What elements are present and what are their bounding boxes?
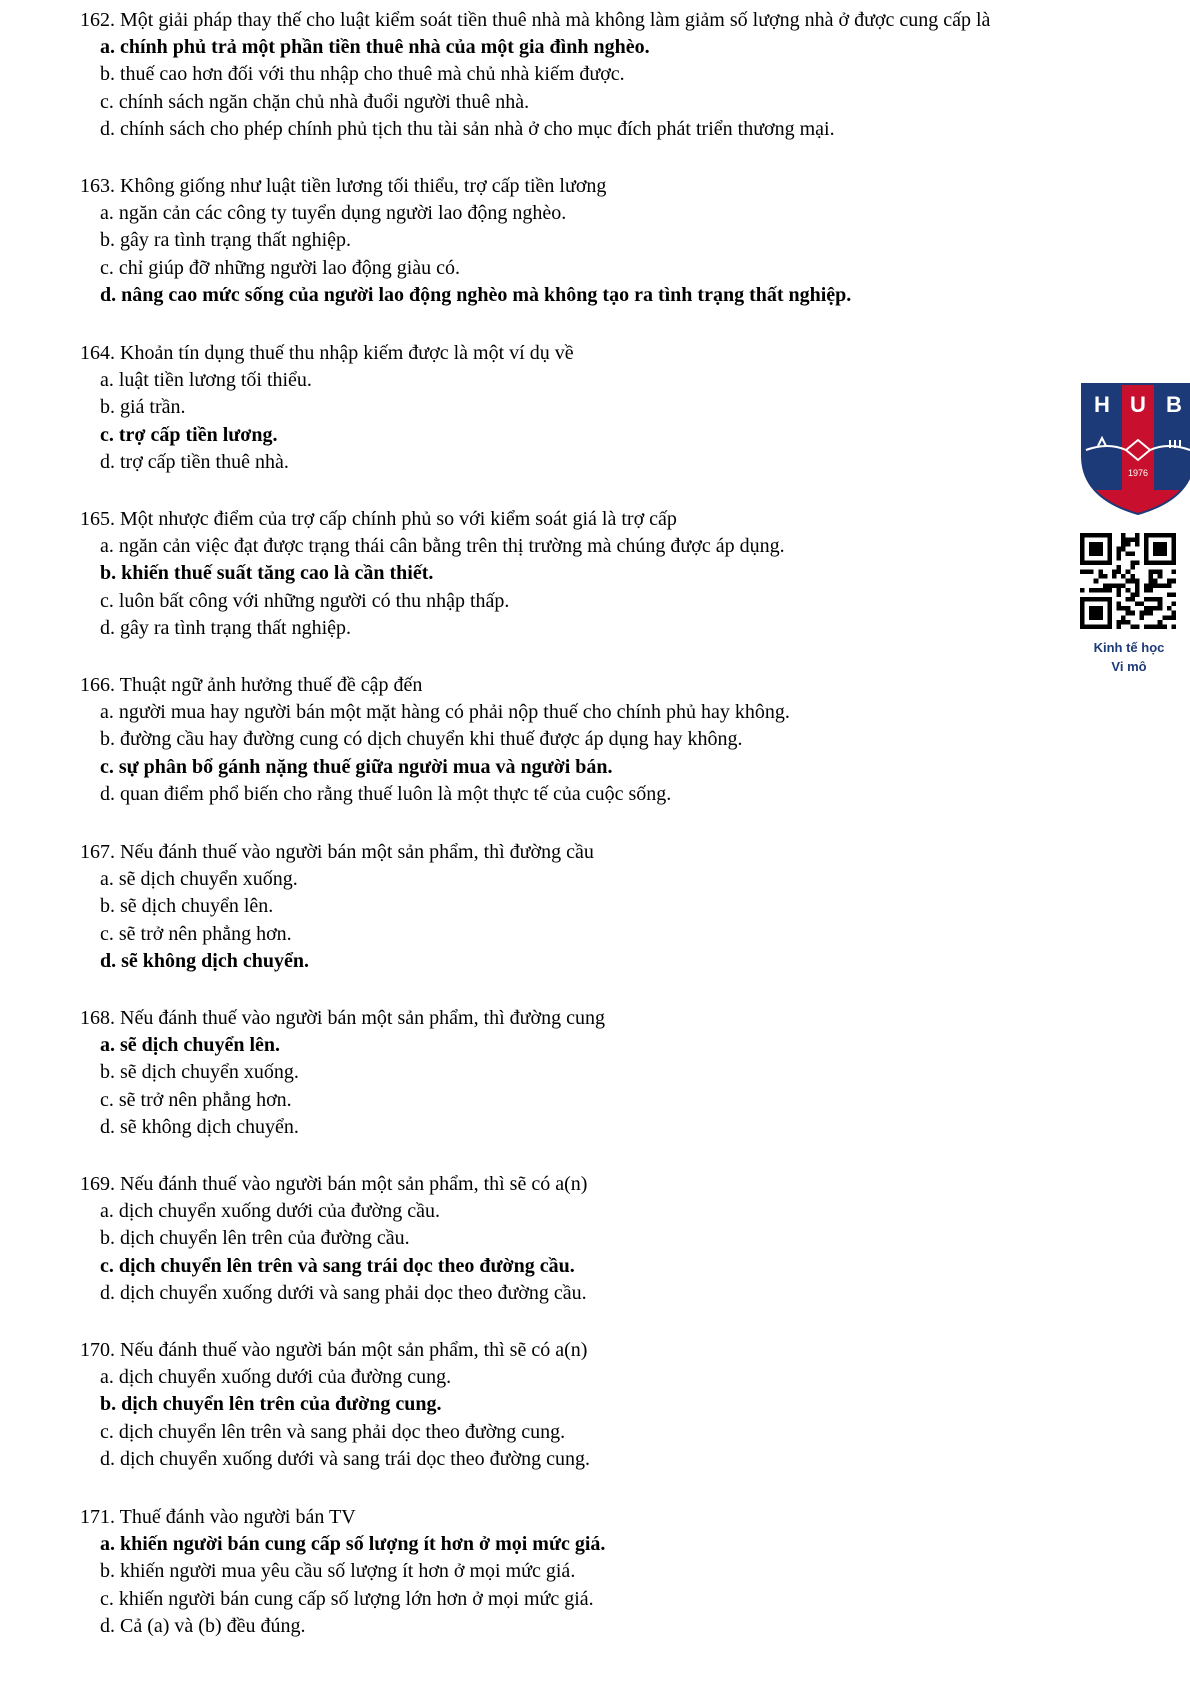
- option-c: c. chỉ giúp đỡ những người lao động giàu có.: [100, 256, 460, 279]
- logo-letter-b: B: [1166, 392, 1182, 417]
- qr-module: [1171, 615, 1176, 620]
- question-162: [80, 6, 1120, 144]
- qr-module: [1094, 560, 1099, 565]
- qr-module: [1112, 570, 1117, 575]
- qr-module: [1144, 611, 1149, 616]
- qr-module: [1135, 538, 1140, 543]
- qr-module: [1171, 533, 1176, 538]
- option-b: b. giá trần.: [100, 396, 186, 419]
- qr-module: [1117, 583, 1122, 588]
- qr-module: [1089, 606, 1094, 611]
- question-stem: 166. Thuật ngữ ảnh hưởng thuế đề cập đến: [80, 674, 423, 696]
- qr-module: [1107, 560, 1112, 565]
- qr-module: [1139, 611, 1144, 616]
- qr-module: [1080, 570, 1085, 575]
- qr-module: [1171, 570, 1176, 575]
- qr-module: [1144, 588, 1149, 593]
- option-a: a. dịch chuyển xuống dưới của đường cầu.: [100, 1200, 440, 1222]
- logo-letter-h: H: [1094, 392, 1110, 417]
- qr-module: [1085, 533, 1090, 538]
- option-a: a. ngăn cản các công ty tuyển dụng người lao động nghèo.: [100, 202, 567, 224]
- qr-module: [1167, 583, 1172, 588]
- qr-module: [1171, 579, 1176, 584]
- qr-module: [1089, 611, 1094, 616]
- brand-line-2: Vi mô: [1111, 659, 1147, 674]
- qr-module: [1126, 588, 1131, 593]
- question-171: [80, 1503, 1120, 1641]
- qr-module: [1158, 597, 1163, 602]
- option-d: d. Cả (a) và (b) đều đúng.: [100, 1615, 306, 1638]
- qr-module: [1162, 624, 1167, 629]
- qr-module: [1094, 533, 1099, 538]
- qr-module: [1135, 542, 1140, 547]
- qr-module: [1167, 615, 1172, 620]
- qr-module: [1149, 533, 1154, 538]
- qr-module: [1144, 538, 1149, 543]
- course-brand: [1064, 638, 1190, 676]
- option-b: b. gây ra tình trạng thất nghiệp.: [100, 229, 352, 252]
- option-a: a. ngăn cản việc đạt được trạng thái cân bằng trên thị trường mà chúng được áp dụng.: [100, 535, 785, 557]
- qr-module: [1080, 547, 1085, 552]
- qr-module: [1080, 606, 1085, 611]
- qr-module: [1103, 574, 1108, 579]
- qr-module: [1098, 574, 1103, 579]
- qr-module: [1149, 579, 1154, 584]
- qr-module: [1130, 574, 1135, 579]
- question-164: [80, 339, 1120, 477]
- option-a: a. sẽ dịch chuyển xuống.: [100, 868, 298, 890]
- option-d: d. gây ra tình trạng thất nghiệp.: [100, 617, 352, 640]
- qr-module: [1089, 615, 1094, 620]
- qr-module: [1117, 624, 1122, 629]
- qr-module: [1112, 583, 1117, 588]
- logo-year: 1976: [1127, 468, 1149, 478]
- qr-module: [1107, 538, 1112, 543]
- qr-module: [1153, 533, 1158, 538]
- qr-module: [1080, 615, 1085, 620]
- qr-module: [1135, 560, 1140, 565]
- question-stem: 165. Một nhược điểm của trợ cấp chính phủ so với kiểm soát giá là trợ cấp: [80, 508, 677, 530]
- option-c: c. dịch chuyển lên trên và sang phải dọc theo đường cung.: [100, 1420, 566, 1443]
- qr-module: [1121, 533, 1126, 538]
- option-d: d. trợ cấp tiền thuê nhà.: [100, 451, 289, 474]
- qr-module: [1107, 597, 1112, 602]
- qr-module: [1135, 592, 1140, 597]
- qr-module: [1144, 606, 1149, 611]
- question-stem: 171. Thuế đánh vào người bán TV: [80, 1506, 356, 1528]
- qr-module: [1158, 620, 1163, 625]
- qr-module: [1089, 551, 1094, 556]
- qr-module: [1130, 592, 1135, 597]
- option-a: a. dịch chuyển xuống dưới của đường cung.: [100, 1366, 452, 1388]
- qr-module: [1107, 624, 1112, 629]
- qr-module: [1107, 611, 1112, 616]
- qr-module: [1167, 560, 1172, 565]
- qr-module: [1149, 624, 1154, 629]
- option-c: c. khiến người bán cung cấp số lượng lớn hơn ở mọi mức giá.: [100, 1587, 594, 1610]
- qr-module: [1103, 624, 1108, 629]
- qr-module: [1162, 533, 1167, 538]
- qr-module: [1153, 570, 1158, 575]
- qr-module: [1153, 606, 1158, 611]
- qr-module: [1171, 560, 1176, 565]
- qr-module: [1167, 579, 1172, 584]
- qr-module: [1171, 538, 1176, 543]
- qr-module: [1089, 570, 1094, 575]
- qr-module: [1158, 560, 1163, 565]
- qr-module: [1135, 588, 1140, 593]
- qr-module: [1085, 624, 1090, 629]
- qr-module: [1080, 611, 1085, 616]
- qr-module: [1144, 551, 1149, 556]
- question-stem: 162. Một giải pháp thay thế cho luật kiểm soát tiền thuê nhà mà không làm giảm số lượng nhà ở được cung cấp là: [80, 9, 991, 31]
- qr-module: [1098, 551, 1103, 556]
- qr-module: [1094, 624, 1099, 629]
- option-d: d. quan điểm phổ biến cho rằng thuế luôn là một thực tế của cuộc sống.: [100, 783, 672, 806]
- qr-module: [1153, 579, 1158, 584]
- option-c: c. chính sách ngăn chặn chủ nhà đuổi người thuê nhà.: [100, 90, 530, 113]
- qr-module: [1130, 538, 1135, 543]
- qr-module: [1117, 592, 1122, 597]
- option-c: c. sẽ trở nên phẳng hơn.: [100, 1088, 292, 1111]
- qr-module: [1121, 547, 1126, 552]
- qr-module: [1130, 560, 1135, 565]
- logo-letter-u: U: [1130, 392, 1146, 417]
- qr-module: [1103, 583, 1108, 588]
- qr-module: [1085, 597, 1090, 602]
- qr-module: [1135, 583, 1140, 588]
- qr-module: [1094, 547, 1099, 552]
- qr-module: [1126, 542, 1131, 547]
- question-166: [80, 671, 1120, 809]
- qr-module: [1149, 606, 1154, 611]
- option-d: d. dịch chuyển xuống dưới và sang phải dọc theo đường cầu.: [100, 1282, 587, 1305]
- qr-module: [1089, 588, 1094, 593]
- qr-module: [1107, 606, 1112, 611]
- qr-module: [1153, 560, 1158, 565]
- option-b: b. khiến thuế suất tăng cao là cần thiết.: [100, 562, 434, 585]
- qr-module: [1094, 542, 1099, 547]
- question-stem: 167. Nếu đánh thuế vào người bán một sản phẩm, thì đường cầu: [80, 841, 594, 863]
- qr-module: [1098, 606, 1103, 611]
- qr-module: [1080, 624, 1085, 629]
- qr-module: [1162, 542, 1167, 547]
- qr-module: [1171, 611, 1176, 616]
- option-c: c. dịch chuyển lên trên và sang trái dọc theo đường cầu.: [100, 1254, 575, 1277]
- qr-module: [1085, 560, 1090, 565]
- qr-module: [1144, 583, 1149, 588]
- qr-module: [1098, 588, 1103, 593]
- qr-module: [1149, 597, 1154, 602]
- option-c: c. sự phân bổ gánh nặng thuế giữa người mua và người bán.: [100, 755, 613, 778]
- qr-module: [1144, 533, 1149, 538]
- qr-module: [1094, 606, 1099, 611]
- qr-module: [1135, 579, 1140, 584]
- question-stem: 163. Không giống như luật tiền lương tối thiểu, trợ cấp tiền lương: [80, 175, 607, 197]
- option-c: c. trợ cấp tiền lương.: [100, 423, 278, 446]
- qr-module: [1098, 547, 1103, 552]
- qr-module: [1171, 602, 1176, 607]
- qr-module: [1126, 620, 1131, 625]
- option-d: d. dịch chuyển xuống dưới và sang trái dọc theo đường cung.: [100, 1448, 590, 1471]
- qr-module: [1080, 620, 1085, 625]
- qr-module: [1103, 597, 1108, 602]
- option-a: a. luật tiền lương tối thiểu.: [100, 369, 312, 391]
- qr-module: [1167, 592, 1172, 597]
- question-167: [80, 838, 1120, 976]
- qr-module: [1171, 624, 1176, 629]
- qr-module: [1080, 538, 1085, 543]
- qr-module: [1153, 551, 1158, 556]
- qr-module: [1130, 624, 1135, 629]
- qr-module: [1130, 551, 1135, 556]
- qr-module: [1144, 542, 1149, 547]
- qr-module: [1126, 551, 1131, 556]
- qr-module: [1098, 624, 1103, 629]
- qr-module: [1126, 579, 1131, 584]
- qr-module: [1162, 583, 1167, 588]
- option-a: a. người mua hay người bán một mặt hàng có phải nộp thuế cho chính phủ hay không.: [100, 701, 790, 723]
- qr-module: [1117, 570, 1122, 575]
- qr-module: [1149, 560, 1154, 565]
- qr-module: [1107, 588, 1112, 593]
- option-a: a. sẽ dịch chuyển lên.: [100, 1034, 281, 1056]
- qr-module: [1126, 597, 1131, 602]
- qr-module: [1144, 547, 1149, 552]
- qr-module: [1089, 597, 1094, 602]
- qr-module: [1158, 551, 1163, 556]
- qr-module: [1130, 579, 1135, 584]
- qr-module: [1153, 542, 1158, 547]
- qr-module: [1121, 620, 1126, 625]
- qr-module: [1135, 602, 1140, 607]
- qr-module: [1117, 606, 1122, 611]
- option-b: b. sẽ dịch chuyển xuống.: [100, 1061, 299, 1084]
- qr-module: [1162, 547, 1167, 552]
- hub-logo: [1078, 378, 1190, 518]
- option-a: a. chính phủ trả một phần tiền thuê nhà của một gia đình nghèo.: [100, 36, 650, 58]
- qr-module: [1094, 597, 1099, 602]
- question-165: [80, 505, 1120, 643]
- option-d: d. nâng cao mức sống của người lao động nghèo mà không tạo ra tình trạng thất nghiệp.: [100, 284, 852, 307]
- qr-module: [1094, 615, 1099, 620]
- qr-module: [1126, 570, 1131, 575]
- qr-module: [1098, 542, 1103, 547]
- qr-module: [1126, 538, 1131, 543]
- qr-module: [1089, 542, 1094, 547]
- qr-module: [1171, 592, 1176, 597]
- qr-module: [1089, 560, 1094, 565]
- qr-module: [1158, 570, 1163, 575]
- question-169: [80, 1170, 1120, 1308]
- option-d: d. sẽ không dịch chuyển.: [100, 1116, 299, 1139]
- qr-module: [1158, 542, 1163, 547]
- qr-module: [1149, 588, 1154, 593]
- qr-module: [1089, 547, 1094, 552]
- question-stem: 169. Nếu đánh thuế vào người bán một sản phẩm, thì sẽ có a(n): [80, 1173, 588, 1195]
- option-b: b. dịch chuyển lên trên của đường cung.: [100, 1393, 442, 1416]
- shield-logo-icon: [1078, 378, 1190, 518]
- qr-module: [1094, 611, 1099, 616]
- option-c: c. luôn bất công với những người có thu nhập thấp.: [100, 589, 510, 612]
- question-170: [80, 1336, 1120, 1474]
- qr-module: [1153, 547, 1158, 552]
- qr-module: [1167, 606, 1172, 611]
- qr-module: [1107, 542, 1112, 547]
- question-168: [80, 1004, 1120, 1142]
- qr-module: [1094, 551, 1099, 556]
- qr-module: [1103, 560, 1108, 565]
- qr-module: [1130, 611, 1135, 616]
- option-b: b. sẽ dịch chuyển lên.: [100, 895, 274, 918]
- qr-module: [1171, 542, 1176, 547]
- option-b: b. dịch chuyển lên trên của đường cầu.: [100, 1227, 410, 1250]
- qr-module: [1103, 533, 1108, 538]
- qr-code-icon: [1080, 533, 1176, 629]
- qr-module: [1098, 597, 1103, 602]
- qr-module: [1162, 551, 1167, 556]
- qr-module: [1153, 583, 1158, 588]
- qr-module: [1135, 624, 1140, 629]
- qr-module: [1135, 533, 1140, 538]
- qr-module: [1080, 588, 1085, 593]
- qr-module: [1089, 533, 1094, 538]
- qr-module: [1121, 542, 1126, 547]
- qr-module: [1144, 560, 1149, 565]
- qr-module: [1098, 611, 1103, 616]
- brand-line-1: Kinh tế học: [1093, 640, 1165, 655]
- qr-module: [1139, 602, 1144, 607]
- qr-module: [1139, 615, 1144, 620]
- qr-module: [1117, 556, 1122, 561]
- qr-module: [1085, 570, 1090, 575]
- qr-module: [1107, 547, 1112, 552]
- question-163: [80, 172, 1120, 310]
- qr-module: [1107, 556, 1112, 561]
- question-stem: 164. Khoản tín dụng thuế thu nhập kiếm được là một ví dụ về: [80, 342, 574, 364]
- qr-module: [1167, 533, 1172, 538]
- option-d: d. chính sách cho phép chính phủ tịch thu tài sản nhà ở cho mục đích phát triển thương mại.: [100, 118, 835, 141]
- qr-module: [1158, 606, 1163, 611]
- qr-module: [1080, 560, 1085, 565]
- qr-module: [1158, 624, 1163, 629]
- option-b: b. khiến người mua yêu cầu số lượng ít hơn ở mọi mức giá.: [100, 1560, 576, 1583]
- qr-module: [1149, 583, 1154, 588]
- qr-module: [1121, 538, 1126, 543]
- qr-module: [1117, 547, 1122, 552]
- qr-module: [1112, 574, 1117, 579]
- qr-module: [1158, 583, 1163, 588]
- qr-module: [1117, 602, 1122, 607]
- qr-module: [1158, 574, 1163, 579]
- qr-module: [1107, 602, 1112, 607]
- qr-module: [1107, 615, 1112, 620]
- qr-module: [1121, 583, 1126, 588]
- qr-module: [1158, 602, 1163, 607]
- option-c: c. sẽ trở nên phẳng hơn.: [100, 922, 292, 945]
- qr-module: [1121, 606, 1126, 611]
- qr-module: [1121, 574, 1126, 579]
- qr-module: [1098, 533, 1103, 538]
- qr-module: [1171, 547, 1176, 552]
- qr-module: [1162, 615, 1167, 620]
- qr-module: [1162, 560, 1167, 565]
- qr-module: [1158, 547, 1163, 552]
- qr-module: [1126, 606, 1131, 611]
- qr-module: [1094, 588, 1099, 593]
- qr-module: [1094, 579, 1099, 584]
- qr-module: [1153, 624, 1158, 629]
- qr-module: [1080, 533, 1085, 538]
- qr-module: [1080, 602, 1085, 607]
- qr-module: [1126, 611, 1131, 616]
- qr-module: [1149, 574, 1154, 579]
- qr-module: [1158, 533, 1163, 538]
- option-b: b. thuế cao hơn đối với thu nhập cho thuê mà chủ nhà kiếm được.: [100, 63, 625, 86]
- qr-module: [1117, 565, 1122, 570]
- qr-module: [1144, 597, 1149, 602]
- qr-module: [1144, 624, 1149, 629]
- qr-module: [1117, 620, 1122, 625]
- qr-module: [1107, 533, 1112, 538]
- qr-module: [1089, 624, 1094, 629]
- qr-module: [1098, 560, 1103, 565]
- question-stem: 170. Nếu đánh thuế vào người bán một sản phẩm, thì sẽ có a(n): [80, 1339, 588, 1361]
- qr-module: [1144, 556, 1149, 561]
- qr-module: [1103, 588, 1108, 593]
- qr-module: [1098, 570, 1103, 575]
- option-a: a. khiến người bán cung cấp số lượng ít hơn ở mọi mức giá.: [100, 1533, 606, 1555]
- qr-module: [1149, 570, 1154, 575]
- qr-module: [1130, 597, 1135, 602]
- qr-module: [1107, 551, 1112, 556]
- qr-module: [1080, 556, 1085, 561]
- option-b: b. đường cầu hay đường cung có dịch chuyển khi thuế được áp dụng hay không.: [100, 728, 743, 751]
- question-stem: 168. Nếu đánh thuế vào người bán một sản phẩm, thì đường cung: [80, 1007, 605, 1029]
- qr-module: [1080, 551, 1085, 556]
- qr-module: [1098, 615, 1103, 620]
- qr-module: [1153, 597, 1158, 602]
- option-d: d. sẽ không dịch chuyển.: [100, 950, 309, 973]
- qr-module: [1080, 597, 1085, 602]
- qr-module: [1130, 565, 1135, 570]
- qr-module: [1121, 615, 1126, 620]
- qr-module: [1080, 542, 1085, 547]
- qr-module: [1149, 611, 1154, 616]
- qr-module: [1171, 551, 1176, 556]
- qr-module: [1117, 551, 1122, 556]
- qr-module: [1107, 583, 1112, 588]
- qr-module: [1117, 588, 1122, 593]
- qr-module: [1107, 620, 1112, 625]
- qr-module: [1171, 556, 1176, 561]
